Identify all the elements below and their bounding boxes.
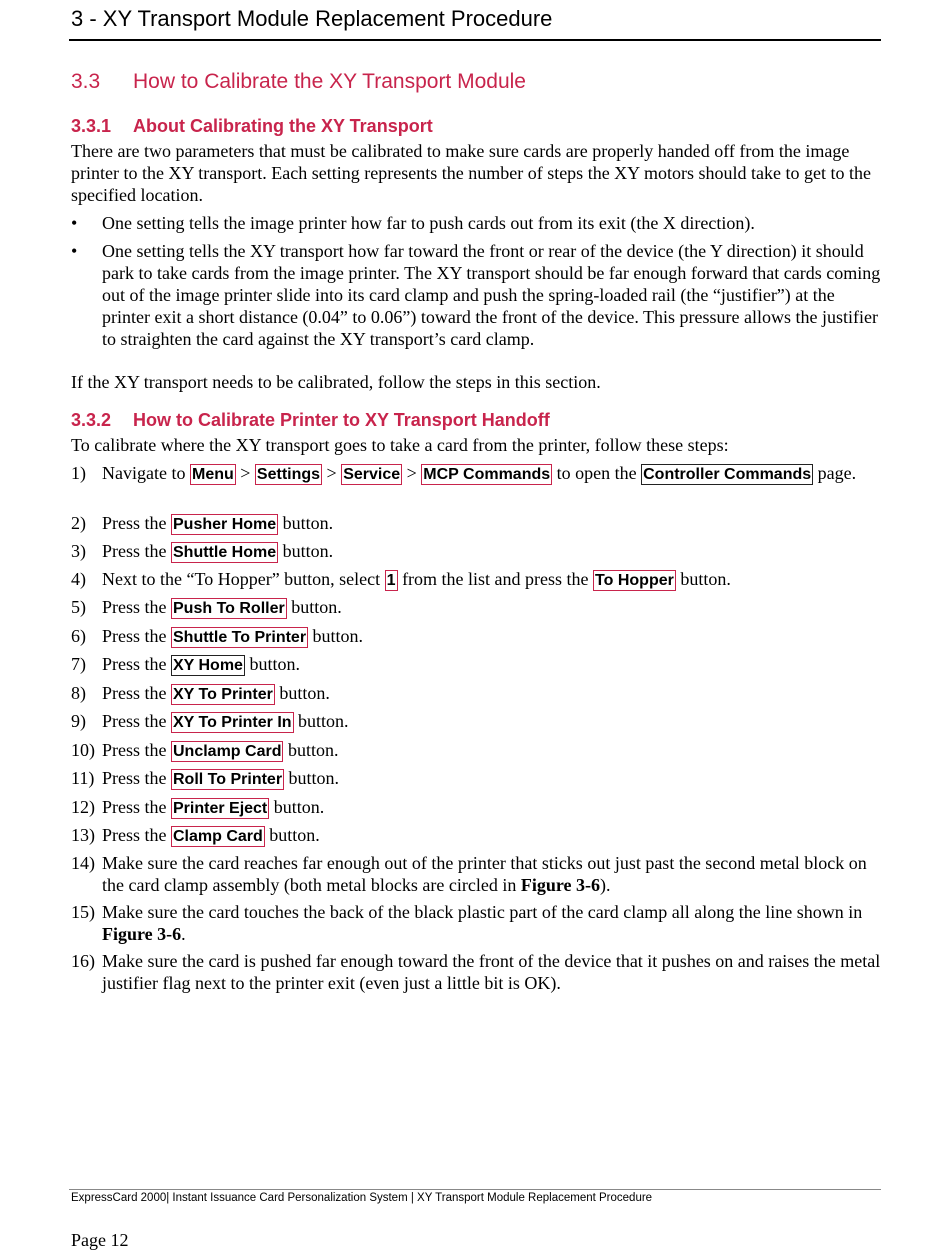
step-text: Press the Unclamp Card button.	[102, 740, 339, 760]
section-heading	[71, 70, 526, 94]
step-text: Press the Roll To Printer button.	[102, 768, 340, 788]
step-item	[71, 596, 883, 619]
bullet-item	[71, 240, 883, 350]
bullet-text: One setting tells the XY transport how far toward the front or rear of the device (the Y direction) it should park to take cards from the image printer. The XY transport should be far enough forward that cards coming out of the image printer slide into its card clamp and push the spring-loaded rail (the “justifier”) at the printer exit a short distance (0.04” to 0.06”) toward the front of the device. This pressure allows the justifier to straighten the card against the XY transport’s card clamp.	[102, 241, 881, 349]
step-item	[71, 767, 883, 790]
step-text: Press the XY To Printer button.	[102, 683, 330, 703]
chapter-title: 3 - XY Transport Module Replacement Procedure	[71, 6, 553, 31]
step-text: Press the Shuttle Home button.	[102, 541, 334, 561]
step-number: 13)	[71, 825, 95, 845]
subsection-number: 3.3.1	[71, 116, 112, 136]
push-to-roller-button[interactable]: Push To Roller	[173, 600, 285, 617]
figure-reference: Figure 3-6	[520, 875, 600, 895]
xy-to-printer-button[interactable]: XY To Printer	[173, 686, 273, 703]
subsection-heading-1	[71, 116, 433, 137]
bullet-item	[71, 212, 883, 234]
closing-paragraph: If the XY transport needs to be calibrated, follow the steps in this section.	[71, 372, 601, 392]
subsection-number: 3.3.2	[71, 410, 112, 430]
service-button[interactable]: Service	[343, 466, 401, 483]
step-item	[71, 568, 883, 591]
step-item	[71, 739, 883, 762]
step-item	[71, 540, 883, 563]
step-text: Make sure the card reaches far enough out of the printer that sticks out just past the second metal block on the card clamp assembly (both metal blocks are circled in Figure 3-6).	[102, 853, 867, 895]
footer-text: ExpressCard 2000| Instant Issuance Card Personalization System | XY Transport Module Replacement Procedure	[71, 1192, 653, 1204]
controller-commands-button[interactable]: Controller Commands	[643, 466, 812, 483]
subsection-title: How to Calibrate Printer to XY Transport Handoff	[133, 410, 550, 430]
settings-button[interactable]: Settings	[256, 466, 321, 483]
clamp-card-button[interactable]: Clamp Card	[173, 828, 263, 845]
to-hopper-button[interactable]: To Hopper	[595, 572, 674, 589]
step-number: 6)	[71, 626, 86, 646]
unclamp-card-button[interactable]: Unclamp Card	[173, 743, 282, 760]
step-item	[71, 462, 883, 485]
subsection-title: About Calibrating the XY Transport	[133, 116, 433, 136]
step-number: 14)	[71, 853, 95, 873]
pusher-home-button[interactable]: Pusher Home	[173, 516, 277, 533]
step-text: Make sure the card is pushed far enough toward the front of the device that it pushes on and raises the metal justifier flag next to the printer exit (even just a little bit is OK).	[102, 951, 881, 993]
section-number: 3.3	[71, 70, 101, 93]
step-number: 16)	[71, 951, 95, 971]
intro-paragraph: There are two parameters that must be calibrated to make sure cards are properly handed off from the image printer to the XY transport. Each setting represents the number of steps the XY motors should take to get to the specified location.	[71, 141, 871, 205]
step-item	[71, 824, 883, 847]
xy-to-printer-in-button[interactable]: XY To Printer In	[173, 714, 292, 731]
step-item	[71, 852, 883, 896]
roll-to-printer-button[interactable]: Roll To Printer	[173, 771, 283, 788]
step-number: 9)	[71, 711, 86, 731]
step-number: 7)	[71, 654, 86, 674]
step-item	[71, 682, 883, 705]
hopper-select-option[interactable]: 1	[386, 572, 396, 589]
step-item	[71, 625, 883, 648]
page-number: Page 12	[71, 1230, 129, 1250]
step-text: Press the Pusher Home button.	[102, 513, 334, 533]
step-number: 11)	[71, 768, 95, 788]
header-rule	[69, 39, 881, 41]
figure-reference: Figure 3-6	[102, 924, 182, 944]
step-text: Make sure the card touches the back of the black plastic part of the card clamp all along the line shown in Figure 3-6.	[102, 902, 863, 944]
step-number: 15)	[71, 902, 95, 922]
step-number: 12)	[71, 797, 95, 817]
step-number: 1)	[71, 463, 86, 483]
step-text: Press the Printer Eject button.	[102, 797, 325, 817]
step-item	[71, 950, 883, 994]
step-text: Next to the “To Hopper” button, select 1 from the list and press the To Hopper button.	[102, 569, 731, 589]
step-number: 2)	[71, 513, 86, 533]
step-text: Press the Push To Roller button.	[102, 597, 342, 617]
shuttle-home-button[interactable]: Shuttle Home	[173, 544, 277, 561]
step-item	[71, 901, 883, 945]
section-title: How to Calibrate the XY Transport Module	[133, 70, 526, 93]
subsection-heading-2	[71, 410, 550, 431]
bullet-marker: •	[71, 213, 78, 233]
step-item	[71, 710, 883, 733]
step-number: 3)	[71, 541, 86, 561]
xy-home-button[interactable]: XY Home	[173, 657, 243, 674]
step-text: Navigate to Menu > Settings > Service > MCP Commands to open the Controller Commands page.	[102, 463, 857, 483]
mcp-commands-button[interactable]: MCP Commands	[423, 466, 551, 483]
step-item	[71, 512, 883, 535]
printer-eject-button[interactable]: Printer Eject	[173, 800, 268, 817]
step-text: Press the Shuttle To Printer button.	[102, 626, 364, 646]
step-text: Press the Clamp Card button.	[102, 825, 320, 845]
step-item	[71, 796, 883, 819]
shuttle-to-printer-button[interactable]: Shuttle To Printer	[173, 629, 307, 646]
footer-rule	[69, 1189, 881, 1190]
step-item	[71, 653, 883, 676]
steps-intro: To calibrate where the XY transport goes to take a card from the printer, follow these steps:	[71, 435, 729, 455]
bullet-marker: •	[71, 241, 78, 261]
step-number: 10)	[71, 740, 95, 760]
step-number: 8)	[71, 683, 86, 703]
menu-button[interactable]: Menu	[191, 466, 234, 483]
step-text: Press the XY Home button.	[102, 654, 300, 674]
step-text: Press the XY To Printer In button.	[102, 711, 349, 731]
step-number: 4)	[71, 569, 86, 589]
bullet-text: One setting tells the image printer how far to push cards out from its exit (the X direction).	[102, 213, 755, 233]
step-number: 5)	[71, 597, 86, 617]
